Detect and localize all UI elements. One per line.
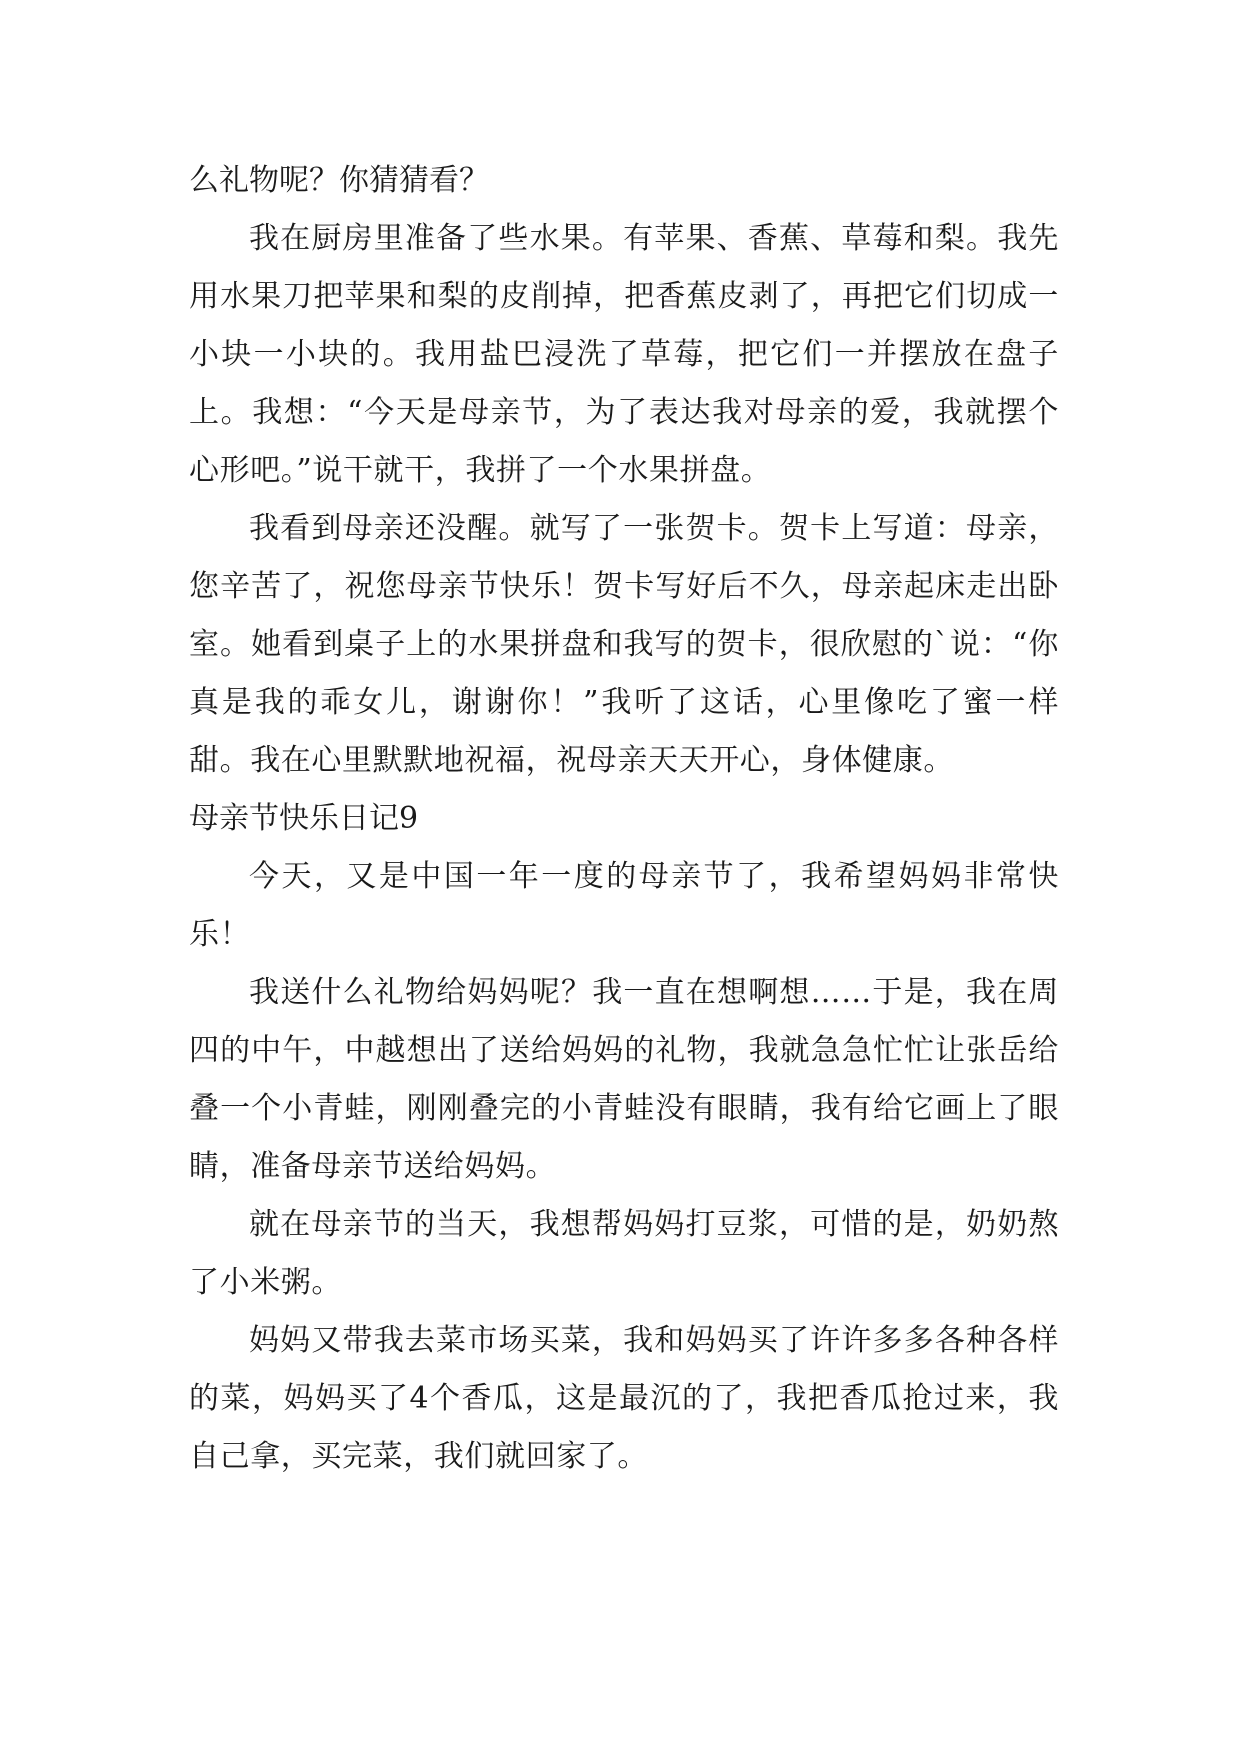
paragraph-mothers-day-intro: 今天，又是中国一年一度的母亲节了，我希望妈妈非常快乐！ <box>189 859 1059 952</box>
continued-text-line: 么礼物呢？你猜猜看？ <box>189 163 489 198</box>
paragraph-soy-milk: 就在母亲节的当天，我想帮妈妈打豆浆，可惜的是，奶奶熬了小米粥。 <box>189 1207 1059 1300</box>
document-body <box>189 152 1059 1486</box>
paragraph-fruit-platter: 我在厨房里准备了些水果。有苹果、香蕉、草莓和梨。我先用水果刀把苹果和梨的皮削掉，把香蕉皮剥了，再把它们切成一小块一小块的。我用盐巴浸洗了草莓，把它们一并摆放在盘子上。我想：“今天是母亲节，为了表达我对母亲的爱，我就摆个心形吧。”说干就干，我拼了一个水果拼盘。 <box>189 221 1059 488</box>
paragraph-greeting-card: 我看到母亲还没醒。就写了一张贺卡。贺卡上写道：母亲，您辛苦了，祝您母亲节快乐！贺卡写好后不久，母亲起床走出卧室。她看到桌子上的水果拼盘和我写的贺卡，很欣慰的`说：“你真是我的乖女儿，谢谢你！”我听了这话，心里像吃了蜜一样甜。我在心里默默地祝福，祝母亲天天开心，身体健康。 <box>189 511 1059 778</box>
paragraph-market-shopping: 妈妈又带我去菜市场买菜，我和妈妈买了许许多多各种各样的菜，妈妈买了4个香瓜，这是最沉的了，我把香瓜抢过来，我自己拿，买完菜，我们就回家了。 <box>189 1323 1059 1474</box>
paragraph-paper-frog-gift: 我送什么礼物给妈妈呢？我一直在想啊想……于是，我在周四的中午，中越想出了送给妈妈的礼物，我就急急忙忙让张岳给叠一个小青蛙，刚刚叠完的小青蛙没有眼睛，我有给它画上了眼睛，准备母亲节送给妈妈。 <box>189 975 1059 1184</box>
section-title: 母亲节快乐日记9 <box>189 801 419 836</box>
